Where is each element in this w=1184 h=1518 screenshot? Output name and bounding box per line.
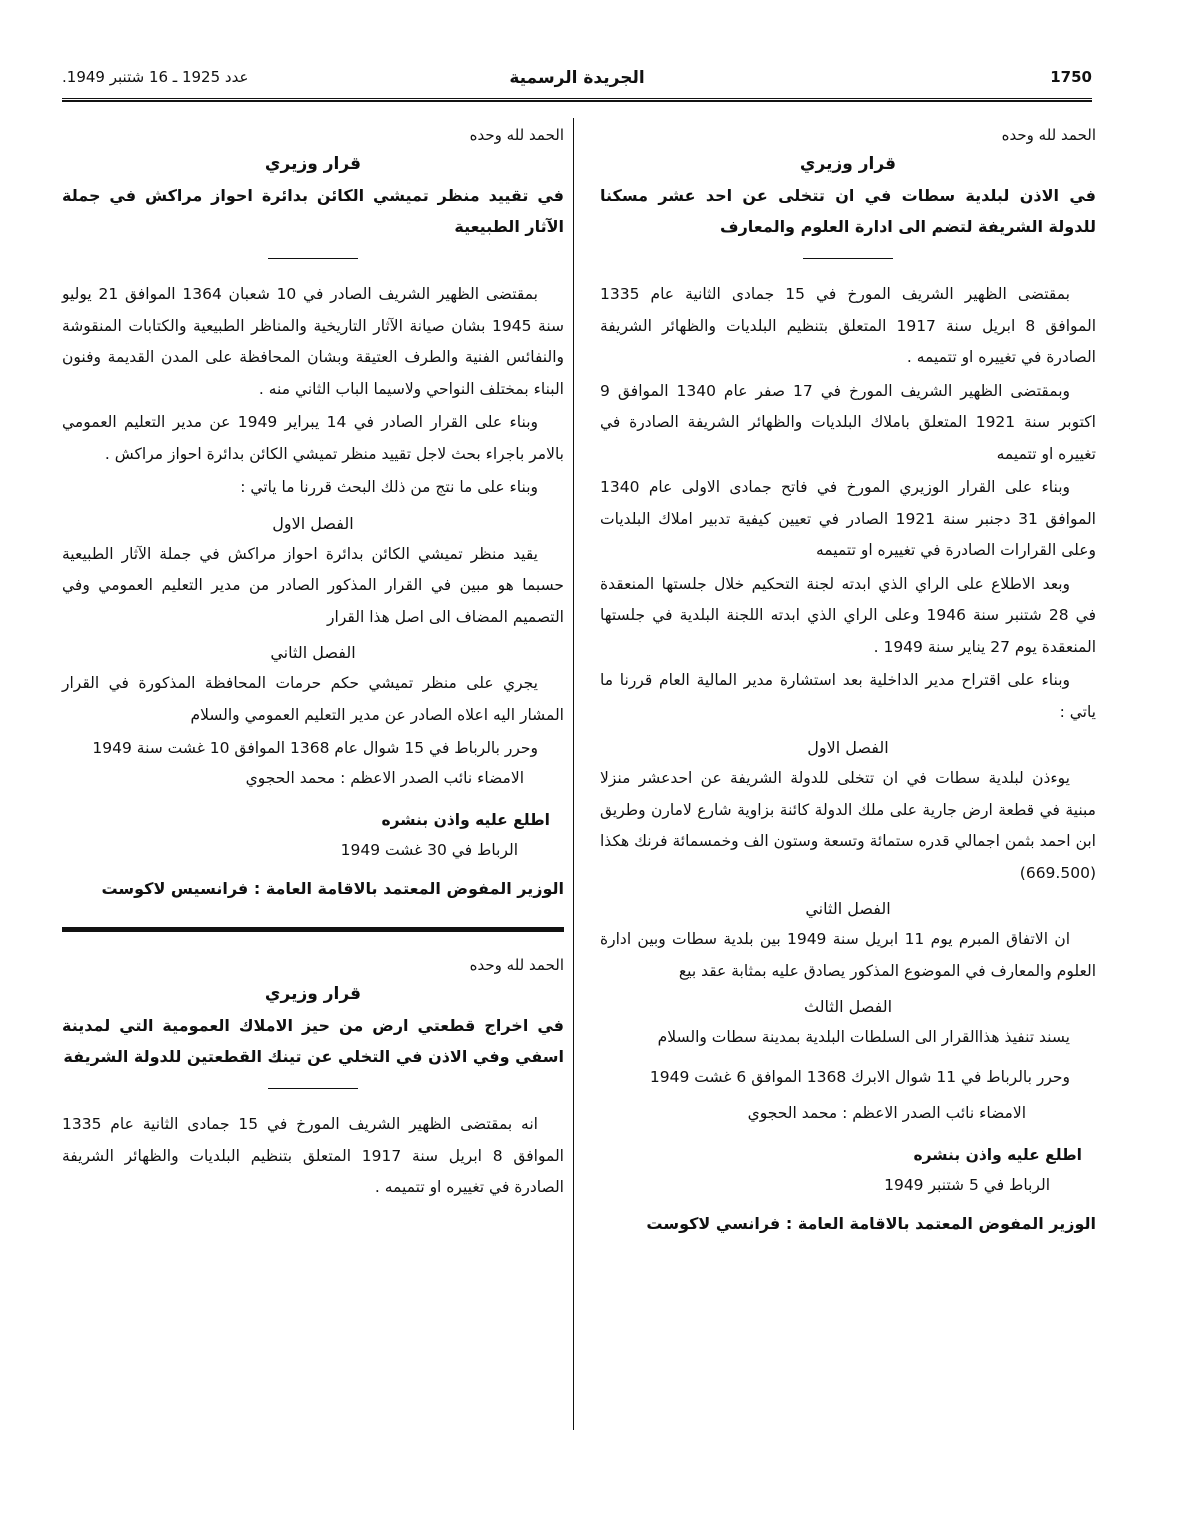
decree-separator — [62, 927, 564, 932]
title-rule — [803, 258, 893, 259]
approval-date: الرباط في 5 شتنبر 1949 — [884, 1175, 1050, 1194]
decree-title: قرار وزيري — [264, 154, 362, 174]
decree-title: قرار وزيري — [264, 984, 362, 1004]
section-title: الفصل الاول — [272, 513, 354, 533]
section-title: الفصل الثاني — [805, 899, 891, 918]
section-title: الفصل الاول — [807, 738, 889, 757]
section-text: يقيد منظر تميشي الكائن بدائرة احواز مراكش في جملة الآثار الطبيعية حسبما هو مبين في القرار المذكور الصادر من مدير التعليم العمومي وفي التصميم المضاف الى اصل هذا القرار — [62, 544, 564, 626]
title-rule — [268, 1088, 358, 1089]
title-rule — [268, 258, 358, 259]
preamble-paragraph: وبناء على ما نتج من ذلك البحث قررنا ما ياتي : — [240, 478, 538, 496]
section-text: يجري على منظر تميشي حكم حرمات المحافظة المذكورة في القرار المشار اليه اعلاه الصادر عن مدير التعليم العمومي والسلام — [62, 674, 564, 724]
preamble-paragraph: وبناء على القرار الوزيري المورخ في فاتح جمادى الاولى عام 1340 الموافق 31 دجنبر سنة 1921 الصادر في تعيين كيفية تدبير املاك البلديات وعلى القرارات الصادرة في تغييره او تتميمه — [600, 478, 1096, 559]
section-text: يوءذن لبلدية سطات في ان تتخلى للدولة الشريفة عن احدعشر منزلا مبنية في قطعة ارض جارية على ملك الدولة كائنة بزاوية شارع لامارن وطريق ابن احمد بثمن اجمالي قدره ستمائة وتسعة وستون الف وخمسمائة فرنك هكذا (669.500) — [600, 769, 1096, 882]
page-header — [62, 68, 1092, 98]
header-rule — [62, 98, 1092, 102]
decree-subject: في الاذن لبلدية سطات في ان تتخلى عن احد عشر مسكنا للدولة الشريفة لتضم الى ادارة العلوم والمعارف — [600, 186, 1096, 236]
issue-info: عدد 1925 ـ 16 شتنبر 1949. — [62, 68, 249, 86]
decree-title: قرار وزيري — [799, 154, 897, 174]
preamble-paragraph: وبمقتضى الظهير الشريف المورخ في 17 صفر عام 1340 الموافق 9 اكتوبر سنة 1921 المتعلق باملاك البلديات والظهائر الشريفة الصادرة في تغييره او تتميمه — [600, 381, 1096, 463]
section-text: ان الاتفاق المبرم يوم 11 ابريل سنة 1949 بين بلدية سطات وبين ادارة العلوم والمعارف في الموضوع المذكور يصادق عليه بمثابة عقد بيع — [600, 930, 1096, 980]
bismillah: الحمد لله وحده — [469, 126, 564, 144]
signing-place-date: وحرر بالرباط في 11 شوال الابرك 1368 الموافق 6 غشت 1949 — [649, 1067, 1070, 1086]
resident-general-signature: الوزير المفوض المعتمد بالاقامة العامة : فرانسي لاكوست — [646, 1213, 1096, 1233]
preamble-paragraph: وبناء على القرار الصادر في 14 يبراير 1949 عن مدير التعليم العمومي بالامر باجراء بحث لاجل تقييد منظر تميشي الكائن بدائرة احواز مراكش . — [62, 413, 564, 463]
section-title: الفصل الثاني — [270, 643, 356, 662]
gazette-title: الجريدة الرسمية — [509, 68, 645, 88]
bismillah: الحمد لله وحده — [469, 956, 564, 974]
column-divider — [573, 118, 574, 1430]
minister-signature: الامضاء نائب الصدر الاعظم : محمد الحجوي — [245, 769, 524, 787]
decree-subject: في تقييد منظر تميشي الكائن بدائرة احواز مراكش في جملة الآثار الطبيعية — [62, 186, 564, 236]
preamble-paragraph: انه بمقتضى الظهير الشريف المورخ في 15 جمادى الثانية عام 1335 الموافق 8 ابريل سنة 1917 المتعلق بتنظيم البلديات والظهائر الشريفة الصادرة في تغييره او تتميمه . — [62, 1115, 564, 1196]
section-text: يسند تنفيذ هذاالقرار الى السلطات البلدية بمدينة سطات والسلام — [657, 1028, 1070, 1046]
approval-note: اطلع عليه واذن بنشره — [381, 811, 550, 829]
approval-note: اطلع عليه واذن بنشره — [913, 1145, 1082, 1164]
preamble-paragraph: وبناء على اقتراح مدير الداخلية بعد استشارة مدير المالية العام قررنا ما ياتي : — [600, 671, 1096, 721]
bismillah: الحمد لله وحده — [1001, 126, 1096, 144]
right-column — [600, 126, 1096, 1240]
signing-place-date: وحرر بالرباط في 15 شوال عام 1368 الموافق 10 غشت سنة 1949 — [92, 739, 538, 757]
resident-general-signature: الوزير المفوض المعتمد بالاقامة العامة : فرانسيس لاكوست — [101, 879, 564, 898]
page-number: 1750 — [1050, 68, 1092, 86]
section-title: الفصل الثالث — [803, 997, 893, 1016]
minister-signature: الامضاء نائب الصدر الاعظم : محمد الحجوي — [747, 1103, 1026, 1122]
decree-subject: في اخراج قطعتي ارض من حيز الاملاك العمومية التي لمدينة اسفي وفي الاذن في التخلي عن تينك القطعتين للدولة الشريفة — [62, 1016, 564, 1066]
approval-date: الرباط في 30 غشت 1949 — [340, 841, 518, 859]
preamble-paragraph: وبعد الاطلاع على الراي الذي ابدته لجنة التحكيم خلال جلستها المنعقدة في 28 شتنبر سنة 1946 وعلى الراي الذي ابدته اللجنة البلدية في جلستها المنعقدة يوم 27 يناير سنة 1949 . — [600, 574, 1096, 656]
left-column — [62, 126, 564, 1206]
preamble-paragraph: بمقتضى الظهير الشريف الصادر في 10 شعبان 1364 الموافق 21 يوليو سنة 1945 بشان صيانة الآثار التاريخية والمناظر الطبيعية والكتابات المنقوشة والنفائس الفنية والطرف العتيقة وبشان المحافظة على المدن القديمة وفنون البناء بمختلف النواحي ولاسيما الباب الثاني منه . — [62, 285, 564, 398]
preamble-paragraph: بمقتضى الظهير الشريف المورخ في 15 جمادى الثانية عام 1335 الموافق 8 ابريل سنة 1917 المتعلق بتنظيم البلديات والظهائر الشريفة الصادرة في تغييره او تتميمه . — [600, 285, 1096, 366]
